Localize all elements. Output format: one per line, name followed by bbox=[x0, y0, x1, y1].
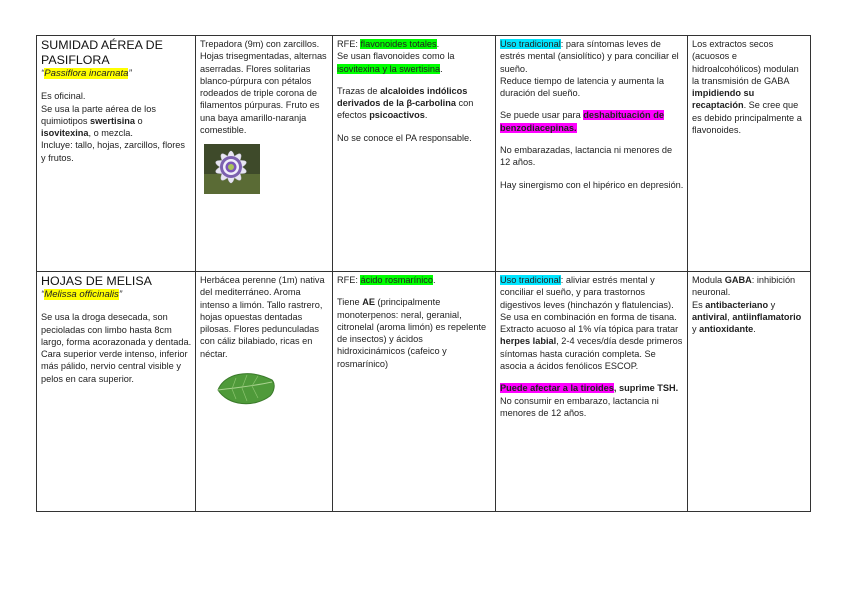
drug-desc-2: Cara superior verde intenso, inferior más pálido, nervio central visible y pelos en cara superior. bbox=[41, 349, 188, 384]
latin-name-highlight: Melissa officinalis bbox=[44, 289, 119, 300]
use-line-1: Uso tradicional: para síntomas leves de estrés mental (ansiolítico) y para conciliar el sueño. bbox=[500, 39, 679, 74]
use-cell bbox=[496, 272, 688, 512]
use-line-2: Reduce tiempo de latencia y aumenta la duración del sueño. bbox=[500, 75, 664, 99]
table-row bbox=[37, 272, 811, 512]
botany-cell bbox=[196, 36, 333, 272]
use-line-3: Extracto acuoso al 1% vía tópica para tratar herpes labial, 2-4 veces/día desde primeros síntomas hasta curación completa. Se asocia a ácidos fenólicos ESCOP. bbox=[500, 324, 683, 372]
mechanism-line-2: Es antibacteriano y antiviral, antiinflamatorio y antioxidante. bbox=[692, 299, 802, 335]
use-cell bbox=[496, 36, 688, 272]
latin-name: “Melissa officinalis” bbox=[41, 289, 123, 300]
drug-name: HOJAS DE MELISA bbox=[41, 274, 152, 288]
latin-name-highlight: Passiflora incarnata bbox=[44, 68, 129, 79]
drug-desc-1: Se usa la droga desecada, son pecioladas con limbo hasta 8cm largo, forma acorazonada y dentada. bbox=[41, 312, 192, 347]
table-row bbox=[37, 36, 811, 272]
rfe-cell bbox=[333, 272, 496, 512]
melissa-leaf-image bbox=[214, 368, 278, 412]
latin-name: “Passiflora incarnata” bbox=[41, 68, 132, 79]
use-line-4: Puede afectar a la tiroides, suprime TSH. bbox=[500, 383, 679, 394]
drug-name: SUMIDAD AÉREA DE PASIFLORA bbox=[41, 38, 163, 67]
rfe-line-2: Tiene AE (principalmente monoterpenos: neral, geranial, citronelal (aroma limón) es repelente de insectos) y ácidos hidroxicinámicos (cafeico y rosmarínico) bbox=[337, 297, 487, 369]
drug-cell bbox=[37, 272, 196, 512]
rfe-line: RFE: ácido rosmarínico. bbox=[337, 275, 436, 285]
use-line-3: Se puede usar para deshabituación de benzodiacepinas. bbox=[500, 110, 664, 133]
mechanism-text: Los extractos secos (acuosos e hidroalcohólicos) modulan la transmisión de GABA impidiendo su recaptación. Se cree que es debido principalmente a flavonoides. bbox=[692, 39, 802, 136]
drug-desc-3: Incluye: tallo, hojas, zarcillos, flores y frutos. bbox=[41, 140, 185, 163]
use-line-1: Uso tradicional: aliviar estrés mental y conciliar el sueño, y para trastornos digestivos leves (hinchazón y flatulencias). bbox=[500, 275, 674, 310]
drug-cell bbox=[37, 36, 196, 272]
rfe-line: RFE: flavonoides totales. bbox=[337, 39, 440, 49]
mechanism-line-1: Modula GABA: inhibición neuronal. bbox=[692, 275, 796, 298]
botany-cell bbox=[196, 272, 333, 512]
mechanism-cell bbox=[688, 272, 811, 512]
botany-text: Trepadora (9m) con zarcillos. Hojas trisegmentadas, alternas aserradas. Flores solitarias blanco-púrpura con pétalos rodeados de triple corona de filamentos púrpuras. Fruto es una baya amarillo-naranja comestible. bbox=[200, 39, 327, 136]
use-line-5: Hay sinergismo con el hipérico en depresión. bbox=[500, 179, 684, 190]
mechanism-cell bbox=[688, 36, 811, 272]
rfe-cell bbox=[333, 36, 496, 272]
use-line-5: No consumir en embarazo, lactancia ni menores de 12 años. bbox=[500, 395, 659, 418]
rfe-line-2: Se usan flavonoides como la isovitexina y la swertisina. bbox=[337, 51, 455, 74]
botany-text: Herbácea perenne (1m) nativa del mediterráneo. Aroma intenso a limón. Tallo rastrero, hojas opuestas dentadas pilosas. Flores pedunculadas con cáliz bilabiado, ricas en néctar. bbox=[200, 275, 325, 359]
passionflower-image bbox=[204, 144, 260, 196]
rfe-line-4: No se conoce el PA responsable. bbox=[337, 132, 472, 143]
drug-desc-1: Es oficinal. bbox=[41, 91, 86, 102]
rfe-line-3: Trazas de alcaloides indólicos derivados de la β-carbolina con efectos psicoactivos. bbox=[337, 85, 474, 121]
drug-desc-2: Se usa la parte aérea de los quimiotipos swertisina o isovitexina, o mezcla. bbox=[41, 103, 156, 139]
use-line-4: No embarazadas, lactancia ni menores de 12 años. bbox=[500, 145, 673, 168]
use-line-2: Se usa en combinación en forma de tisana. bbox=[500, 311, 677, 322]
monograph-table bbox=[36, 35, 811, 512]
